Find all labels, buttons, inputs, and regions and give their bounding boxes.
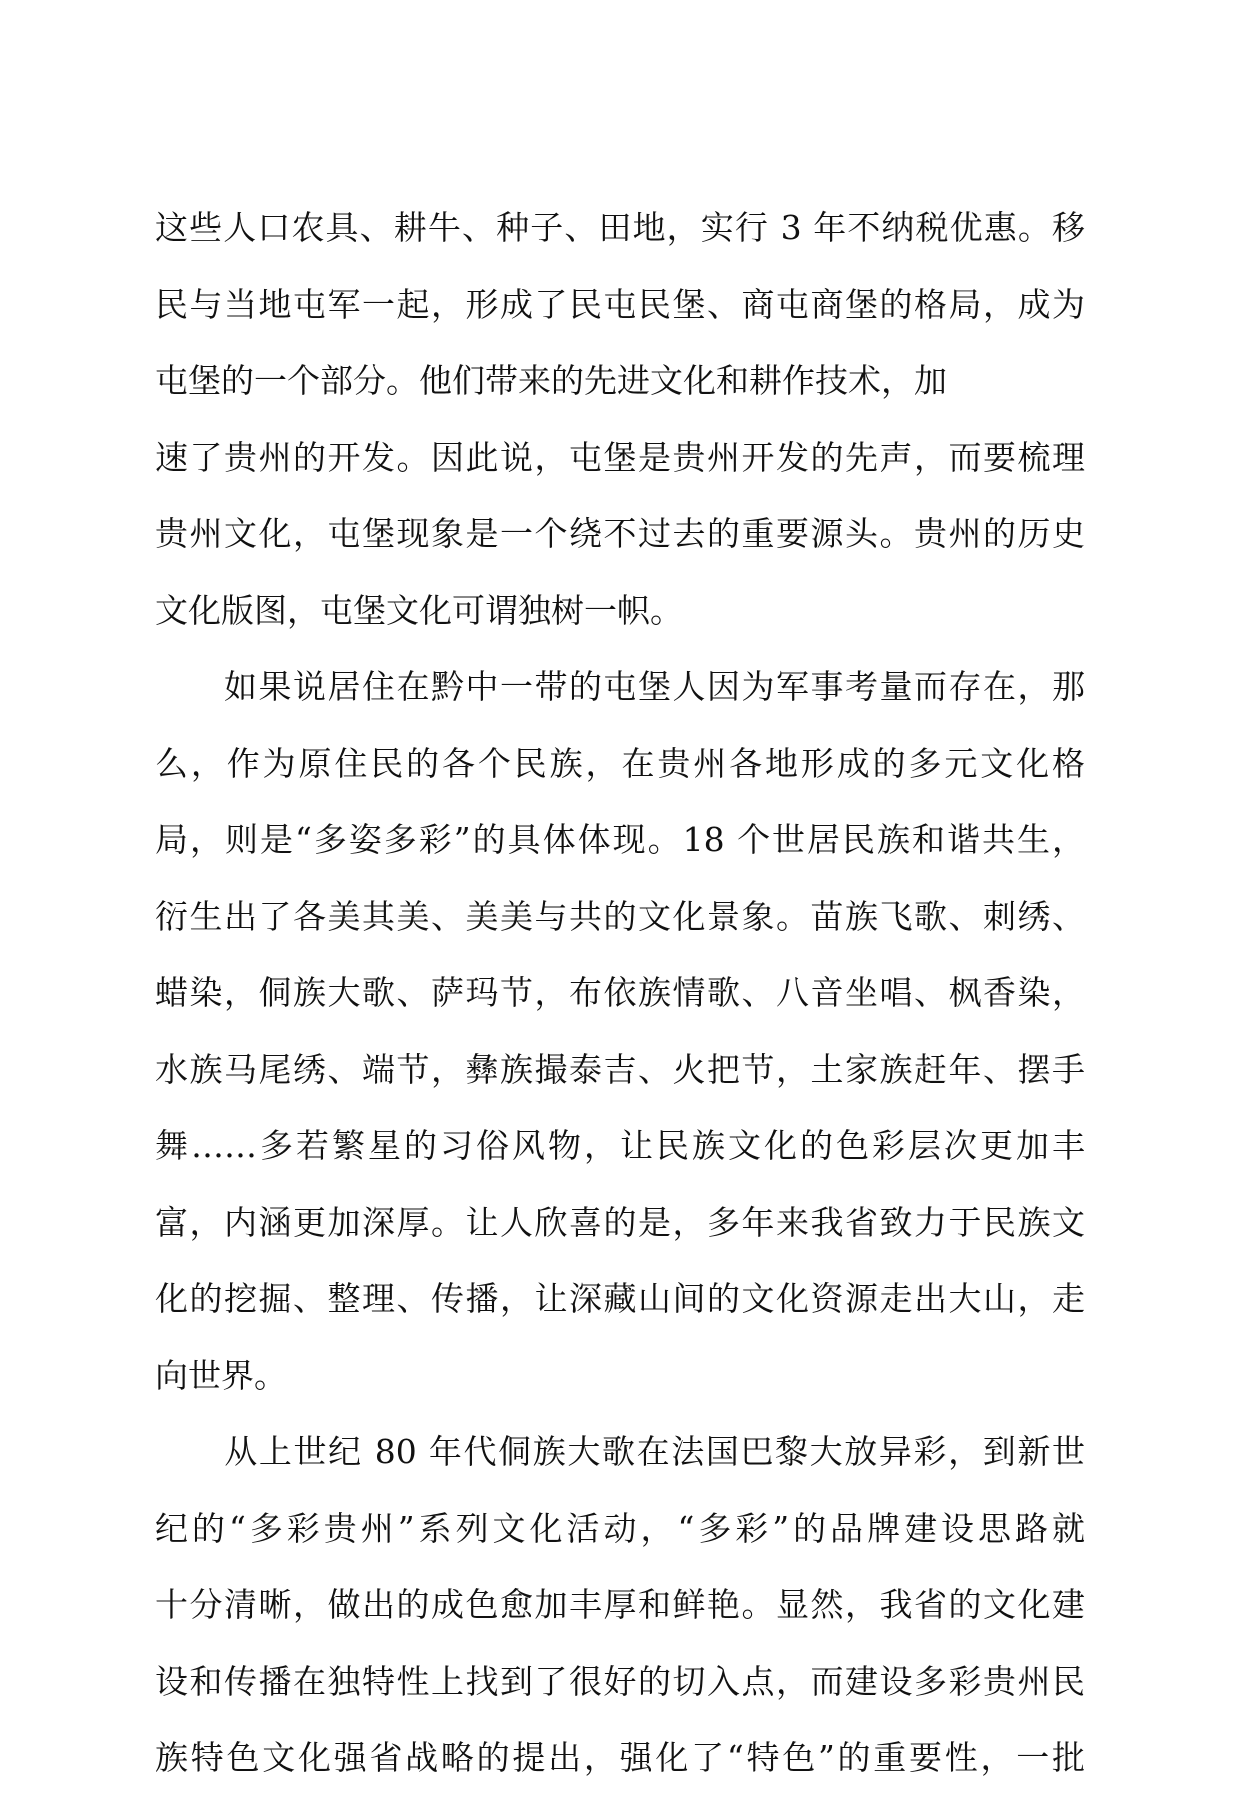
text-line: 水族马尾绣、端节，彝族撮泰吉、火把节，土家族赶年、摆手 (155, 1049, 1085, 1089)
text-line: 么，作为原住民的各个民族，在贵州各地形成的多元文化格 (155, 743, 1085, 783)
text-line: 从上世纪 80 年代侗族大歌在法国巴黎大放异彩，到新世 (155, 1432, 1085, 1471)
text-line: 衍生出了各美其美、美美与共的文化景象。苗族飞歌、刺绣、 (155, 896, 1085, 936)
text-line: 族特色文化强省战略的提出，强化了“特色”的重要性，一批 (155, 1738, 1085, 1777)
text-line: 民与当地屯军一起，形成了民屯民堡、商屯商堡的格局，成为 (155, 284, 1085, 324)
text-line: 速了贵州的开发。因此说，屯堡是贵州开发的先声，而要梳理 (155, 437, 1085, 477)
text-line: 贵州文化，屯堡现象是一个绕不过去的重要源头。贵州的历史 (155, 514, 1085, 553)
text-line: 这些人口农具、耕牛、种子、田地，实行 3 年不纳税优惠。移 (155, 208, 1085, 247)
text-line: 文化版图，屯堡文化可谓独树一帜。 (155, 590, 683, 630)
text-line: 化的挖掘、整理、传播，让深藏山间的文化资源走出大山，走 (155, 1279, 1085, 1318)
text-line: 纪的“多彩贵州”系列文化活动，“多彩”的品牌建设思路就 (155, 1508, 1085, 1548)
text-line: 屯堡的一个部分。他们带来的先进文化和耕作技术，加 (155, 361, 947, 400)
text-line: 蜡染，侗族大歌、萨玛节，布依族情歌、八音坐唱、枫香染， (155, 973, 1085, 1012)
text-line: 局，则是“多姿多彩”的具体体现。18 个世居民族和谐共生， (155, 820, 1085, 859)
text-line: 如果说居住在黔中一带的屯堡人因为军事考量而存在，那 (155, 667, 1085, 706)
text-line: 设和传播在独特性上找到了很好的切入点，而建设多彩贵州民 (155, 1661, 1085, 1701)
text-line: 舞……多若繁星的习俗风物，让民族文化的色彩层次更加丰 (155, 1126, 1085, 1165)
text-line: 十分清晰，做出的成色愈加丰厚和鲜艳。显然，我省的文化建 (155, 1585, 1085, 1624)
text-line: 向世界。 (155, 1355, 287, 1395)
body-text (155, 190, 1085, 1797)
text-line: 富，内涵更加深厚。让人欣喜的是，多年来我省致力于民族文 (155, 1202, 1085, 1242)
